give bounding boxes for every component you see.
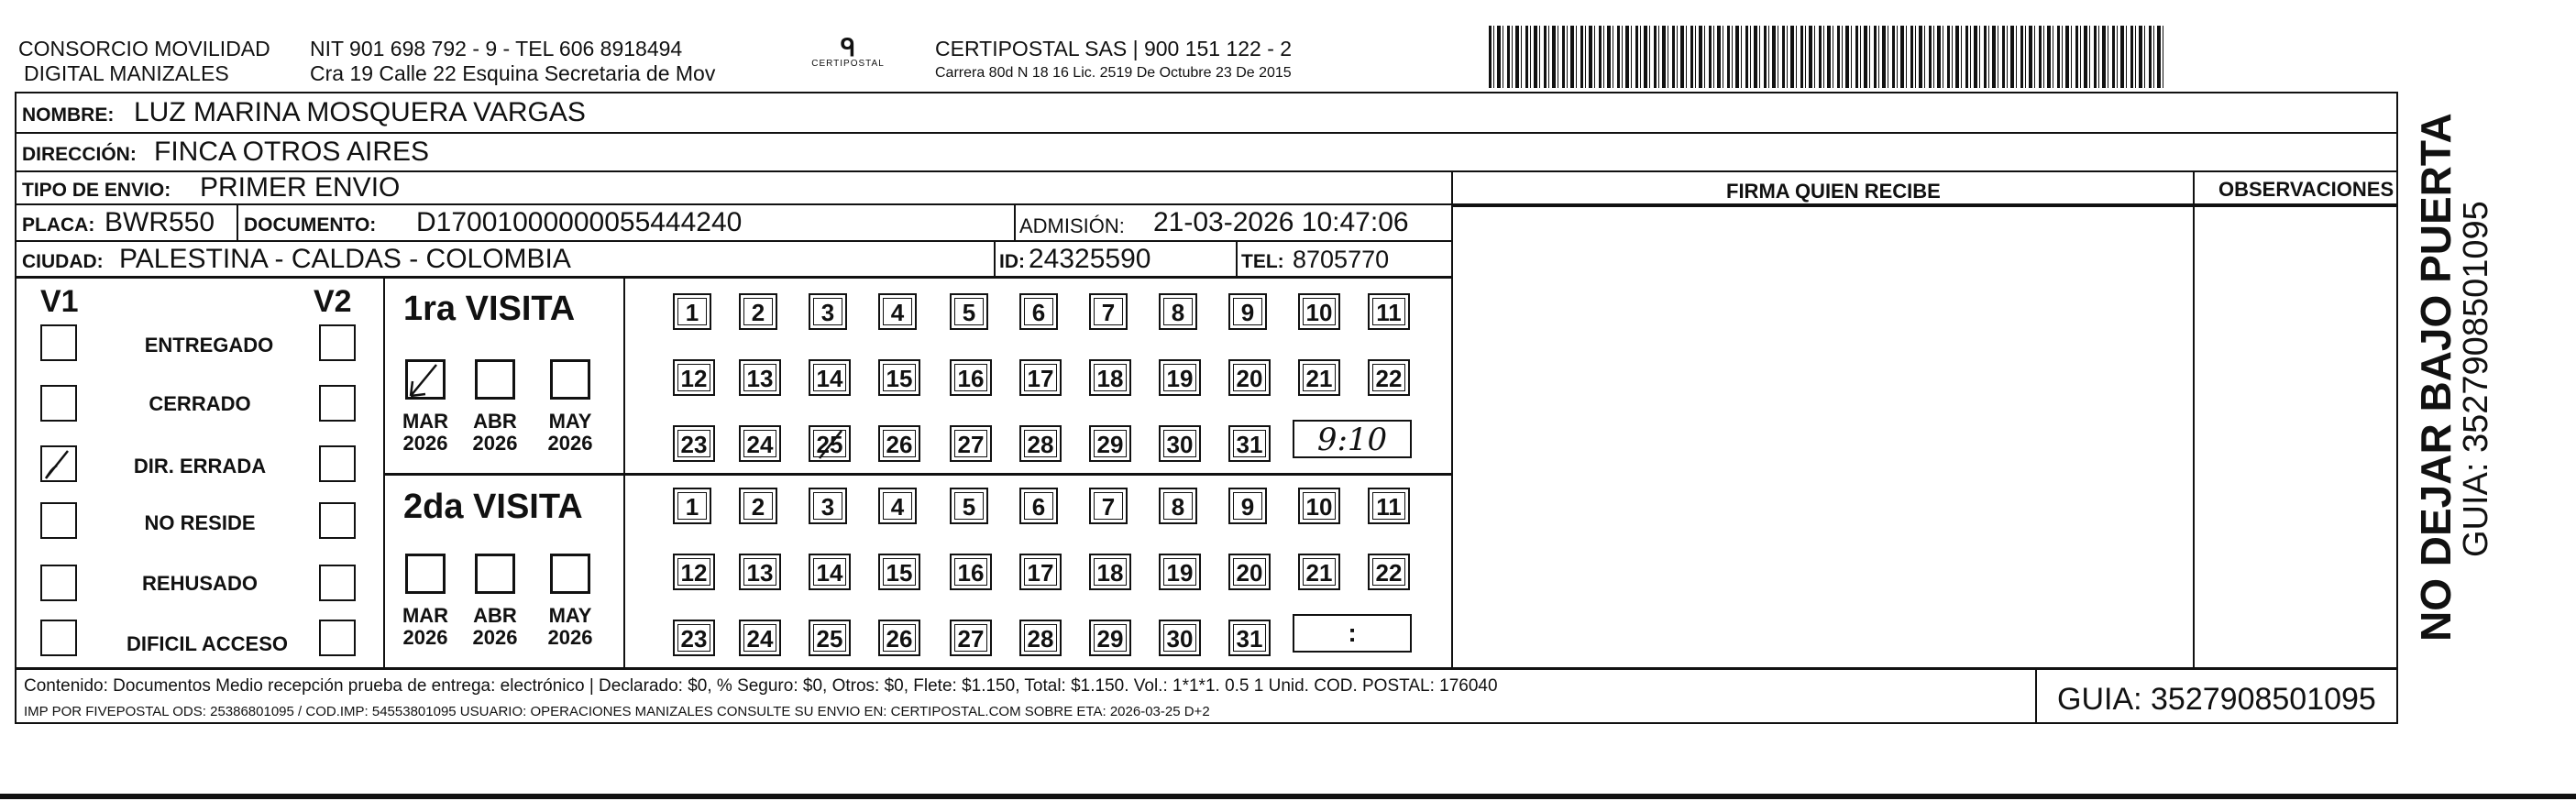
ciudad-label: CIUDAD: bbox=[22, 251, 104, 272]
first-visit-day-28[interactable]: 28 bbox=[1019, 425, 1062, 462]
v2-checkbox-rehusado[interactable] bbox=[319, 565, 356, 601]
page-bottom-rule bbox=[0, 794, 2576, 799]
logo-mark-icon: ᑫ bbox=[840, 34, 856, 61]
second-visit-day-10[interactable]: 10 bbox=[1298, 488, 1340, 524]
ciudad-row bbox=[17, 242, 1451, 279]
placa-value: BWR550 bbox=[105, 207, 215, 237]
second-visit-day-31[interactable]: 31 bbox=[1228, 620, 1271, 656]
second-visit-month-may-checkbox[interactable] bbox=[550, 554, 590, 594]
second-visit-day-19[interactable]: 19 bbox=[1159, 554, 1201, 590]
handwritten-mark-icon bbox=[40, 445, 77, 482]
admision-label: ADMISIÓN: bbox=[1019, 214, 1125, 237]
direccion-row bbox=[17, 134, 2396, 172]
second-visit-day-13[interactable]: 13 bbox=[739, 554, 781, 590]
first-visit-month-may-checkbox[interactable] bbox=[550, 359, 590, 400]
second-visit-day-3[interactable]: 3 bbox=[809, 488, 847, 524]
company-name bbox=[18, 37, 270, 86]
second-visit-day-25[interactable]: 25 bbox=[809, 620, 851, 656]
first-visit-month-abr-checkbox[interactable] bbox=[475, 359, 515, 400]
first-visit-day-11[interactable]: 11 bbox=[1368, 293, 1410, 330]
placa-row bbox=[17, 205, 1451, 242]
second-visit-month-abr: ABR 2026 bbox=[472, 604, 518, 649]
id-label: ID: bbox=[999, 251, 1025, 272]
first-visit-day-15[interactable]: 15 bbox=[878, 359, 920, 396]
tipo-label: TIPO DE ENVIO: bbox=[22, 180, 171, 201]
first-visit-day-6[interactable]: 6 bbox=[1019, 293, 1058, 330]
id-value: 24325590 bbox=[1029, 244, 1151, 274]
first-visit-day-26[interactable]: 26 bbox=[878, 425, 920, 462]
first-visit-day-3[interactable]: 3 bbox=[809, 293, 847, 330]
first-visit-day-24[interactable]: 24 bbox=[739, 425, 781, 462]
v2-checkbox-dir-errada[interactable] bbox=[319, 445, 356, 482]
direccion-value: FINCA OTROS AIRES bbox=[154, 137, 430, 167]
v1-checkbox-no-reside[interactable] bbox=[40, 502, 77, 539]
v2-checkbox-dificil-acceso[interactable] bbox=[319, 620, 356, 656]
tel-label: TEL: bbox=[1241, 251, 1284, 272]
first-visit-day-5[interactable]: 5 bbox=[950, 293, 988, 330]
tel-value: 8705770 bbox=[1293, 246, 1390, 273]
second-visit-day-4[interactable]: 4 bbox=[878, 488, 917, 524]
second-visit-month-mar-checkbox[interactable] bbox=[405, 554, 446, 594]
second-visit-day-7[interactable]: 7 bbox=[1089, 488, 1128, 524]
second-visit-day-12[interactable]: 12 bbox=[673, 554, 715, 590]
second-visit-day-22[interactable]: 22 bbox=[1368, 554, 1410, 590]
first-visit-day-8[interactable]: 8 bbox=[1159, 293, 1197, 330]
v2-checkbox-no-reside[interactable] bbox=[319, 502, 356, 539]
first-visit-day-2[interactable]: 2 bbox=[739, 293, 777, 330]
first-visit-day-14[interactable]: 14 bbox=[809, 359, 851, 396]
ciudad-value: PALESTINA - CALDAS - COLOMBIA bbox=[119, 244, 571, 274]
second-visit-day-5[interactable]: 5 bbox=[950, 488, 988, 524]
nombre-row bbox=[17, 93, 2396, 134]
v1-checkbox-dificil-acceso[interactable] bbox=[40, 620, 77, 656]
second-visit-day-24[interactable]: 24 bbox=[739, 620, 781, 656]
first-visit-day-22[interactable]: 22 bbox=[1368, 359, 1410, 396]
second-visit-month-may: MAY 2026 bbox=[547, 604, 593, 649]
footer-contents: Contenido: Documentos Medio recepción prueba de entrega: electrónico | Declarado: $0, % Seguro: $0, Otros: $0, Flete: $1.150, Total: $1.150. Vol.: 1*1*1. 0.5 1 Unid. COD. POSTAL: 176040 bbox=[24, 676, 1498, 696]
first-visit-day-23[interactable]: 23 bbox=[673, 425, 715, 462]
second-visit-day-9[interactable]: 9 bbox=[1228, 488, 1267, 524]
v1-checkbox-rehusado[interactable] bbox=[40, 565, 77, 601]
v2-header: V2 bbox=[314, 284, 352, 319]
second-visit-day-17[interactable]: 17 bbox=[1019, 554, 1062, 590]
v1-checkbox-cerrado[interactable] bbox=[40, 385, 77, 422]
status-dir-errada: DIR. ERRADA bbox=[133, 455, 267, 477]
carrier-line: CERTIPOSTAL SAS | 900 151 122 - 2 bbox=[935, 37, 1293, 60]
placa-label: PLACA: bbox=[22, 214, 95, 236]
address-line: Cra 19 Calle 22 Esquina Secretaria de Mov bbox=[310, 61, 716, 85]
second-visit-day-16[interactable]: 16 bbox=[950, 554, 992, 590]
first-visit-day-21[interactable]: 21 bbox=[1298, 359, 1340, 396]
second-visit-day-23[interactable]: 23 bbox=[673, 620, 715, 656]
first-visit-day-20[interactable]: 20 bbox=[1228, 359, 1271, 396]
second-visit-day-29[interactable]: 29 bbox=[1089, 620, 1131, 656]
nombre-label: NOMBRE: bbox=[22, 104, 115, 126]
admision-value: 21-03-2026 10:47:06 bbox=[1153, 207, 1409, 237]
first-visit-day-30[interactable]: 30 bbox=[1159, 425, 1201, 462]
v1-checkbox-entregado[interactable] bbox=[40, 324, 77, 361]
status-rehusado: REHUSADO bbox=[142, 572, 258, 595]
first-visit-month-may: MAY 2026 bbox=[547, 410, 593, 455]
second-visit-day-6[interactable]: 6 bbox=[1019, 488, 1058, 524]
first-visit-day-31[interactable]: 31 bbox=[1228, 425, 1271, 462]
first-visit-day-25[interactable]: 25 bbox=[809, 425, 851, 462]
second-visit-month-abr-checkbox[interactable] bbox=[475, 554, 515, 594]
first-visit-day-19[interactable]: 19 bbox=[1159, 359, 1201, 396]
first-visit-time[interactable]: 9:10 bbox=[1293, 420, 1412, 458]
second-visit-month-mar: MAR 2026 bbox=[402, 604, 449, 649]
second-visit-day-30[interactable]: 30 bbox=[1159, 620, 1201, 656]
handwritten-mark-icon bbox=[810, 427, 853, 464]
first-visit-day-16[interactable]: 16 bbox=[950, 359, 992, 396]
second-visit-day-26[interactable]: 26 bbox=[878, 620, 920, 656]
first-visit-day-27[interactable]: 27 bbox=[950, 425, 992, 462]
first-visit-day-1[interactable]: 1 bbox=[673, 293, 711, 330]
first-visit-day-18[interactable]: 18 bbox=[1089, 359, 1131, 396]
first-visit-day-17[interactable]: 17 bbox=[1019, 359, 1062, 396]
first-visit-day-13[interactable]: 13 bbox=[739, 359, 781, 396]
barcode bbox=[1489, 26, 2167, 88]
first-visit-title: 1ra VISITA bbox=[403, 290, 576, 328]
carrier-info bbox=[935, 37, 1292, 82]
second-visit-day-18[interactable]: 18 bbox=[1089, 554, 1131, 590]
first-visit-day-10[interactable]: 10 bbox=[1298, 293, 1340, 330]
second-visit-day-1[interactable]: 1 bbox=[673, 488, 711, 524]
second-visit-day-11[interactable]: 11 bbox=[1368, 488, 1410, 524]
first-visit-month-mar-checkbox[interactable] bbox=[405, 359, 446, 400]
first-visit-day-4[interactable]: 4 bbox=[878, 293, 917, 330]
second-visit-day-20[interactable]: 20 bbox=[1228, 554, 1271, 590]
status-dificil-acceso: DIFICIL ACCESO bbox=[126, 632, 288, 655]
status-entregado: ENTREGADO bbox=[144, 334, 274, 357]
documento-label: DOCUMENTO: bbox=[244, 214, 377, 236]
company-line-2: DIGITAL MANIZALES bbox=[24, 61, 229, 85]
second-visit-day-28[interactable]: 28 bbox=[1019, 620, 1062, 656]
v1-checkbox-dir-errada[interactable] bbox=[40, 445, 77, 482]
second-visit-time[interactable]: : bbox=[1293, 614, 1412, 653]
v2-checkbox-entregado[interactable] bbox=[319, 324, 356, 361]
first-visit-day-9[interactable]: 9 bbox=[1228, 293, 1267, 330]
company-contact bbox=[310, 37, 715, 86]
second-visit-day-27[interactable]: 27 bbox=[950, 620, 992, 656]
v1-header: V1 bbox=[40, 284, 79, 319]
nombre-value: LUZ MARINA MOSQUERA VARGAS bbox=[134, 97, 586, 127]
first-visit-month-abr: ABR 2026 bbox=[472, 410, 518, 455]
company-line-1: CONSORCIO MOVILIDAD bbox=[18, 37, 270, 60]
first-visit-day-7[interactable]: 7 bbox=[1089, 293, 1128, 330]
logo-text: CERTIPOSTAL bbox=[811, 59, 885, 69]
footer-guia: GUIA: 3527908501095 bbox=[2057, 682, 2376, 717]
handwritten-mark-icon bbox=[405, 359, 446, 400]
tipo-row bbox=[17, 172, 2396, 205]
second-visit-day-14[interactable]: 14 bbox=[809, 554, 851, 590]
observaciones-label: OBSERVACIONES bbox=[2218, 178, 2394, 201]
direccion-label: DIRECCIÓN: bbox=[22, 144, 137, 165]
second-visit-title: 2da VISITA bbox=[403, 488, 583, 526]
status-cerrado: CERRADO bbox=[149, 392, 251, 415]
second-visit-day-21[interactable]: 21 bbox=[1298, 554, 1340, 590]
tipo-value: PRIMER ENVIO bbox=[200, 172, 401, 203]
status-no-reside: NO RESIDE bbox=[144, 511, 256, 534]
documento-value: D17001000000055444240 bbox=[416, 207, 743, 237]
firma-label: FIRMA QUIEN RECIBE bbox=[1726, 180, 1941, 203]
nit-line: NIT 901 698 792 - 9 - TEL 606 8918494 bbox=[310, 37, 683, 60]
side-warning: NO DEJAR BAJO PUERTA bbox=[2412, 113, 2460, 642]
carrier-logo bbox=[811, 34, 885, 69]
v2-checkbox-cerrado[interactable] bbox=[319, 385, 356, 422]
second-visit-day-2[interactable]: 2 bbox=[739, 488, 777, 524]
footer-print-info: IMP POR FIVEPOSTAL ODS: 25386801095 / COD.IMP: 54553801095 USUARIO: OPERACIONES MANIZALES CONSULTE SU ENVIO EN: CERTIPOSTAL.COM SOBRE ETA: 2026-03-25 D+2 bbox=[24, 704, 1210, 719]
side-guia: GUIA: 3527908501095 bbox=[2457, 201, 2495, 557]
carrier-address: Carrera 80d N 18 16 Lic. 2519 De Octubre 23 De 2015 bbox=[935, 65, 1292, 81]
first-visit-day-29[interactable]: 29 bbox=[1089, 425, 1131, 462]
first-visit-month-mar: MAR 2026 bbox=[402, 410, 449, 455]
first-visit-day-12[interactable]: 12 bbox=[673, 359, 715, 396]
second-visit-day-8[interactable]: 8 bbox=[1159, 488, 1197, 524]
second-visit-day-15[interactable]: 15 bbox=[878, 554, 920, 590]
